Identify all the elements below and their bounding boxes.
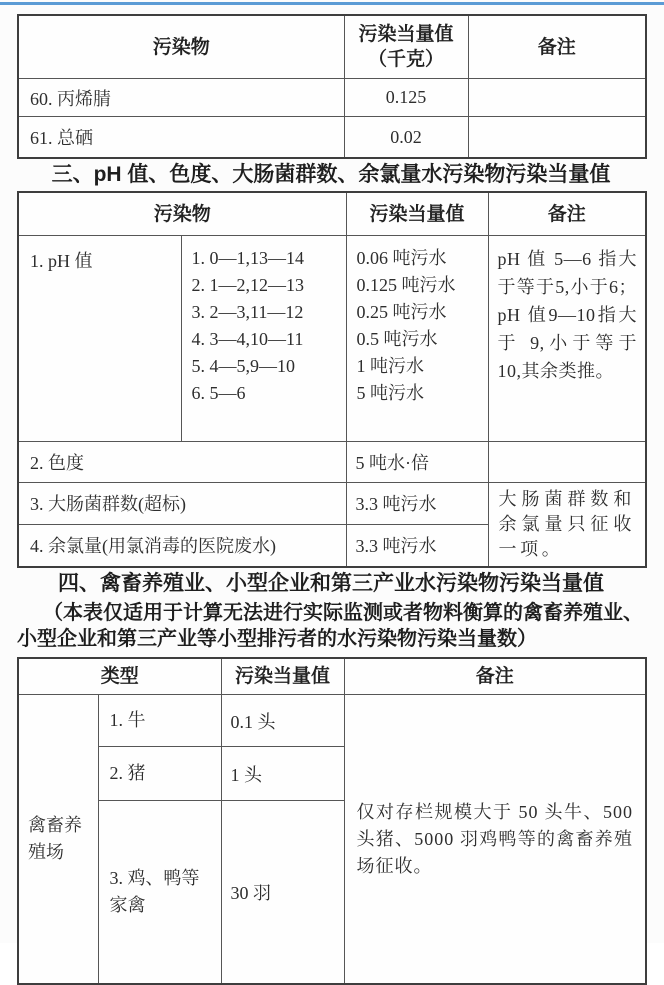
equivalent-value-cell: 3.3 吨污水 — [346, 483, 488, 525]
equivalent-value-cell: 0.125 — [344, 79, 468, 117]
equivalent-value-cell: 0.1 头 — [221, 695, 344, 747]
ph-value-item: 5 吨污水 — [356, 383, 425, 403]
note-cell — [468, 117, 646, 159]
table1-header-value-line1: 污染当量值 — [358, 24, 454, 45]
table1-header-value — [344, 15, 468, 79]
section-4-note: （本表仅适用于计算无法进行实际监测或者物料衡算的禽畜养殖业、小型企业和第三产业等小型排污者的水污染物污染当量数） — [17, 602, 643, 650]
livestock-group-cell: 禽畜养殖场 — [18, 695, 98, 985]
equivalent-value-cell: 5 吨水·倍 — [346, 442, 488, 483]
table3-header-note: 备注 — [344, 658, 646, 695]
table-row — [18, 695, 646, 747]
pollutant-name-cell: 61. 总硒 — [18, 117, 344, 159]
note-cell — [468, 79, 646, 117]
table1-header-row — [18, 15, 646, 79]
animal-type-cell: 1. 牛 — [98, 695, 221, 747]
equivalent-value-cell: 3.3 吨污水 — [346, 524, 488, 567]
ph-note-cell: pH 值 5—6 指大于等于5,小于6；pH 值9—10指大于 9,小于等于 10,其余类推。 — [488, 236, 646, 442]
ph-chroma-table — [17, 191, 647, 568]
ph-value-item: 0.5 吨污水 — [356, 329, 438, 349]
equivalent-value-cell: 1 头 — [221, 747, 344, 801]
table3-header-row — [18, 658, 646, 695]
ph-range-item: 6. 5—6 — [191, 383, 246, 403]
pollutant-name-cell: 4. 余氯量(用氯消毒的医院废水) — [18, 524, 346, 567]
document-content — [17, 14, 645, 985]
table3-header-type: 类型 — [18, 658, 221, 695]
table2-header-value: 污染当量值 — [346, 192, 488, 236]
pollutant-name-cell: 1. pH 值 — [18, 236, 181, 442]
pollutant-name-cell: 60. 丙烯腈 — [18, 79, 344, 117]
table1-header-pollutant: 污染物 — [18, 15, 344, 79]
ph-range-item: 5. 4—5,9—10 — [191, 356, 295, 376]
equivalent-value-cell: 30 羽 — [221, 801, 344, 985]
table1-header-note: 备注 — [468, 15, 646, 79]
livestock-table — [17, 657, 647, 985]
ph-value-row — [18, 236, 646, 442]
ph-value-list-cell — [346, 236, 488, 442]
note-cell — [488, 442, 646, 483]
ph-value-item: 0.125 吨污水 — [356, 275, 456, 295]
table2-header-note: 备注 — [488, 192, 646, 236]
ph-value-item: 0.25 吨污水 — [356, 302, 447, 322]
animal-type-cell: 2. 猪 — [98, 747, 221, 801]
top-accent-line — [0, 2, 664, 5]
table2-header-row — [18, 192, 646, 236]
ph-value-item: 0.06 吨污水 — [356, 248, 447, 268]
ph-range-item: 1. 0—1,13—14 — [191, 248, 304, 268]
shared-note-cell: 仅对存栏规模大于 50 头牛、500 头猪、5000 羽鸡鸭等的禽畜养殖场征收。 — [344, 695, 646, 985]
pollutant-name-cell: 2. 色度 — [18, 442, 346, 483]
equivalent-value-cell: 0.02 — [344, 117, 468, 159]
section-4-title: 四、禽畜养殖业、小型企业和第三产业水污染物污染当量值 — [58, 572, 604, 595]
shared-note-cell: 大肠菌群数和余氯量只征收一项。 — [488, 483, 646, 568]
table2-header-pollutant: 污染物 — [18, 192, 346, 236]
ph-range-item: 2. 1—2,12—13 — [191, 275, 304, 295]
table1-header-value-line2: （千克） — [367, 49, 444, 70]
pollutant-kg-table — [17, 14, 647, 159]
table-row — [18, 79, 646, 117]
table-row — [18, 483, 646, 525]
section-3-title: 三、pH 值、色度、大肠菌群数、余氯量水污染物污染当量值 — [51, 163, 611, 186]
ph-range-item: 4. 3—4,10—11 — [191, 329, 304, 349]
table-row — [18, 117, 646, 159]
table3-header-value: 污染当量值 — [221, 658, 344, 695]
ph-range-item: 3. 2—3,11—12 — [191, 302, 304, 322]
pollutant-name-cell: 3. 大肠菌群数(超标) — [18, 483, 346, 525]
ph-value-item: 1 吨污水 — [356, 356, 425, 376]
table-row — [18, 442, 646, 483]
animal-type-cell: 3. 鸡、鸭等家禽 — [98, 801, 221, 985]
ph-range-list-cell — [181, 236, 346, 442]
